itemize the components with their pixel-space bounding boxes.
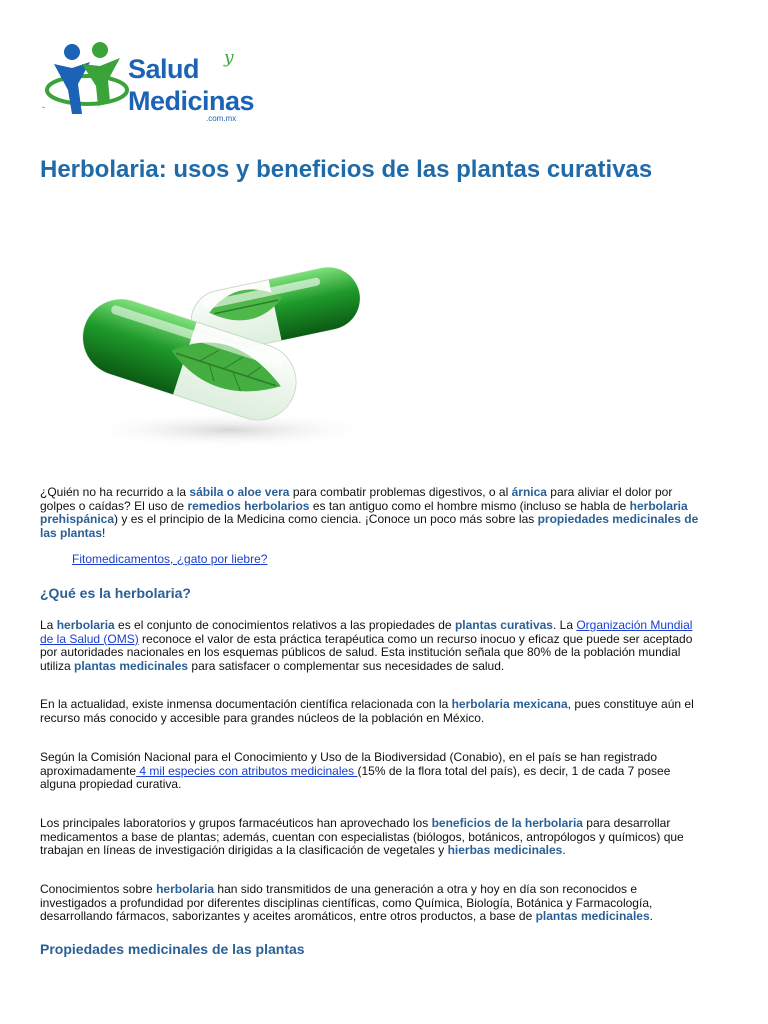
oms-link[interactable]: Organización Mundial de la Salud (OMS) [40,618,693,646]
site-logo[interactable] [42,40,272,130]
text-run: Conocimientos sobre [40,882,157,896]
related-link-row [72,552,267,566]
herbal-capsules-image [60,230,390,460]
logo-text-y: y [224,48,234,68]
text-run: para satisfacer o complementar sus necesidades de salud. [188,658,505,673]
section-heading-propiedades: Propiedades medicinales de las plantas [40,941,305,957]
text-run: Según la Comisión Nacional para el Conocimiento y Uso de la Biodiversidad (Conabio), en el país se han registrado aproximadamente [40,750,658,778]
text-run: . [562,843,566,857]
logo-dash: - [42,102,45,112]
keyword-herbolaria-mexicana: herbolaria mexicana [451,697,568,711]
text-run: (15% de la flora total del país), es decir, 1 de cada 7 posee alguna propiedad curativa. [40,763,671,791]
keyword-sabila: sábila o aloe vera [189,485,290,499]
related-article-link[interactable]: Fitomedicamentos, ¿gato por liebre? [72,552,268,566]
text-run: . La [552,618,577,632]
text-run: . [649,909,653,923]
logo-figures-icon [42,40,132,125]
page-title: Herbolaria: usos y beneficios de las plantas curativas [40,156,653,183]
intro-paragraph [40,486,700,540]
paragraph-herbolaria [40,619,700,673]
text-run: , pues constituye aún el recurso más conocido y accesible para grandes núcleos de la población en México. [40,697,694,725]
keyword-beneficios: beneficios de la herbolaria [431,816,583,830]
text-run: reconoce el valor de esta práctica terapéutica como un recurso inocuo y eficaz que puede ser aceptado por autoridades nacionales en los esquemas públicos de salud. Esta institución señala que 80% de la población mundial utiliza [40,631,693,673]
keyword-herbolaria-2: herbolaria [156,882,215,896]
paragraph-actualidad [40,698,700,725]
paragraph-conocimientos [40,883,700,924]
section-heading-que-es: ¿Qué es la herbolaria? [40,585,191,601]
text-run: ¿Quién no ha recurrido a la [40,485,190,499]
logo-text-salud: Salud [128,54,200,84]
text-run: La [40,618,57,632]
text-run: para desarrollar medicamentos a base de plantas; además, cuentan con especialistas (biólogos, botánicos, antropólogos y químicos) que trabajan en líneas de investigación dirigidas a la clasificación de vegetales y [40,816,684,857]
keyword-plantas-medicinales: plantas medicinales [74,658,189,673]
keyword-propiedades: propiedades medicinales de las plantas [40,512,699,540]
text-run: para combatir problemas digestivos, o al [289,485,512,499]
text-run: para aliviar el dolor por golpes o caídas? El uso de [40,485,673,513]
text-run: Los principales laboratorios y grupos farmacéuticos han aprovechado los [40,816,432,830]
keyword-prehispanica: herbolaria prehispánica [40,498,688,526]
text-run: es tan antiguo como el hombre mismo (incluso se habla de [309,498,630,513]
text-run: ) y es el principio de la Medicina como ciencia. ¡Conoce un poco más sobre las [114,512,538,526]
keyword-herbolaria: herbolaria [56,618,115,632]
especies-link[interactable]: 4 mil especies con atributos medicinales [136,763,358,778]
logo-text-medicinas: Medicinas [128,86,255,116]
paragraph-conabio [40,751,700,792]
text-run: ! [102,525,106,540]
text-run: han sido transmitidos de una generación a otra y hoy en día son reconocidos e investigados a profundidad por diferentes disciplinas científicas, como Química, Biología, Botánica y Farmacología, desarrollando fármacos, saborizantes y aceites aromáticos, entre otros productos, a base de [40,882,653,923]
keyword-hierbas: hierbas medicinales [447,843,563,857]
keyword-arnica: árnica [511,485,547,499]
keyword-plantas-medicinales-2: plantas medicinales [535,909,650,923]
keyword-remedios: remedios herbolarios [187,498,310,513]
keyword-plantas-curativas: plantas curativas [454,618,553,632]
logo-domain: .com.mx [206,114,237,123]
paragraph-laboratorios [40,817,700,858]
text-run: En la actualidad, existe inmensa documentación científica relacionada con la [40,697,452,711]
text-run: es el conjunto de conocimientos relativos a las propiedades de [114,618,455,632]
